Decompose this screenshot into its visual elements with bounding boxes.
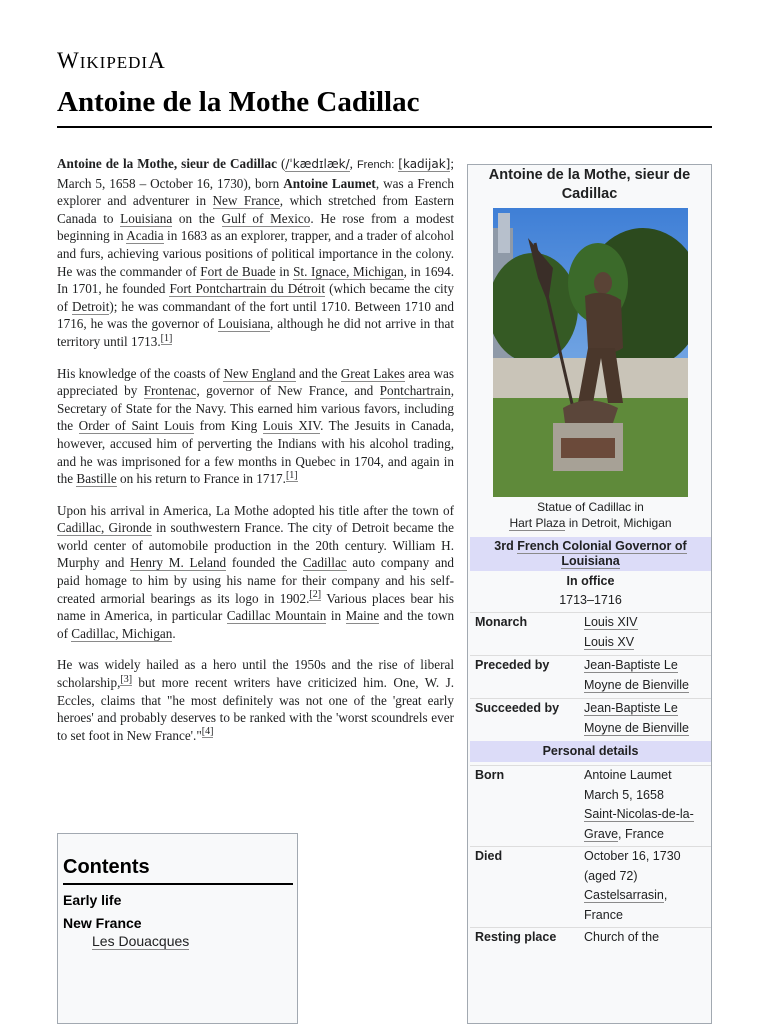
died-value — [584, 847, 709, 925]
link-hart-plaza[interactable]: Hart Plaza — [509, 516, 566, 530]
link-acadia[interactable]: Acadia — [126, 228, 164, 244]
preceded-label: Preceded by — [475, 658, 550, 672]
resting-value: Church of the — [584, 930, 660, 944]
text: Various places bear his name in America, in particular — [57, 590, 454, 624]
text: , was a French explorer and adventurer in — [57, 175, 455, 209]
link-great-lakes[interactable]: Great Lakes — [340, 365, 405, 381]
statue-photo-illustration — [493, 208, 688, 497]
text: . — [172, 625, 176, 641]
row-preceded-by — [470, 655, 711, 698]
text: in 1683 as an explorer, trapper, and a trader of alcohol and furs, achieving various positions of political importance in the colony. He was the commander of — [57, 228, 454, 279]
paragraph-4 — [57, 656, 454, 744]
paragraph-2 — [57, 365, 454, 488]
died-age-value: (aged 72) — [584, 868, 638, 883]
link-louis-xv[interactable]: Louis XV — [584, 634, 635, 649]
resting-label: Resting place — [475, 930, 557, 944]
text: , Secretary of State for the Navy. This earned him various favors, including the — [57, 383, 454, 434]
text: ); he was commandant of the fort until 1710. Between 1710 and 1716, he was the governor of — [57, 298, 454, 332]
text: on the — [178, 210, 215, 226]
link-louisiana-2[interactable]: Louisiana — [218, 316, 271, 332]
link-st-ignace[interactable]: St. Ignace, Michigan — [293, 263, 404, 279]
text: in — [330, 608, 342, 624]
text: but more recent writers have criticized him. One, W. J. Eccles, claims that "he most definitely was not one of the 'great early heroes' and probably deserves to be ranked with the 'worst scoundrels ever to set foot in New France'." — [57, 675, 454, 743]
link-louis-xiv-infobox[interactable]: Louis XIV — [584, 615, 638, 629]
title-divider — [57, 126, 712, 128]
reference-3[interactable]: [3] — [120, 673, 133, 685]
reference-1[interactable]: [1] — [160, 332, 173, 344]
text: His knowledge of the coasts of — [57, 365, 221, 381]
lead-paragraph: Antoine de la Mothe, sieur de Cadillac (/ˈkædɪlæk/, French: [kadijak]; March 5, 1658 – October 16, 1730), born Antoine Laumet, was a French explorer and adventurer in New France, which stretched from Eastern Canada to Louisiana on the Gulf of Mexico. He rose from a modest beginning in Acadia in 1683 as an explorer, trapper, and a trader of alcohol and furs, achieving various positions of political importance in the colony. He was the commander of Fort de Buade in St. Ignace, Michigan, in 1694. In 1701, he founded Fort Pontchartrain du Détroit (which became the city of Detroit); he was commandant of the fort until 1710. Between 1710 and 1716, he was the governor of Louisiana, although he did not arrive in that territory until 1713.[1] — [57, 156, 455, 349]
office-ordinal: 3rd — [494, 539, 514, 553]
born-value — [584, 766, 709, 844]
image-caption — [468, 499, 712, 531]
text: and the town of — [57, 608, 455, 641]
text: auto company and paid homage to him by using his name for their company and his self-created armorial bearings as its logo in 1902. — [57, 555, 455, 606]
monarch-values — [584, 613, 709, 652]
toc-item-new-france[interactable]: New France — [63, 915, 142, 931]
french-label: French: — [356, 159, 395, 171]
link-fort-pontchartrain[interactable]: Fort Pontchartrain du Détroit — [169, 281, 326, 297]
toc-subitem-les-douacques[interactable]: Les Douacques — [92, 933, 190, 949]
text: (which became the city of — [57, 281, 454, 314]
toc-title: Contents — [63, 856, 293, 885]
text: . The Jesuits in Canada, however, accused him of perverting the Indians with his alcohol trading, and he was imprisoned for a few months in Quebec in 1704, and again in the — [57, 418, 455, 487]
lead-dates: ; March 5, 1658 – October 16, 1730), born — [57, 156, 454, 191]
link-cadillac-mountain[interactable]: Cadillac Mountain — [226, 608, 327, 624]
wordmark-w: W — [57, 48, 80, 73]
caption-line1: Statue of Cadillac in — [537, 500, 644, 514]
born-name-value: Antoine Laumet — [584, 768, 672, 782]
text: , although he did not arrive in that territory until 1713. — [57, 316, 454, 349]
statue-photo[interactable] — [493, 208, 688, 497]
link-fort-de-buade[interactable]: Fort de Buade — [200, 263, 276, 279]
link-new-england[interactable]: New England — [223, 365, 296, 381]
toc-item-early-life[interactable]: Early life — [63, 892, 122, 908]
text: and the — [298, 365, 338, 381]
row-monarch — [470, 612, 711, 655]
link-bastille[interactable]: Bastille — [76, 471, 117, 487]
born-country: , France — [618, 826, 664, 841]
link-new-france[interactable]: New France — [212, 193, 280, 209]
succeeded-value-wrap — [584, 699, 709, 738]
text: area was appreciated by — [57, 365, 455, 399]
reference-2[interactable]: [2] — [309, 589, 322, 601]
wordmark-a: A — [148, 48, 166, 73]
link-louisiana[interactable]: Louisiana — [120, 210, 173, 226]
text: founded the — [231, 555, 297, 571]
table-of-contents — [57, 833, 298, 1024]
link-preceded-by[interactable]: Jean-Baptiste Le Moyne de Bienville — [584, 658, 689, 692]
row-resting-place — [470, 927, 711, 968]
link-cadillac[interactable]: Cadillac — [302, 555, 347, 571]
ipa-link[interactable]: /ˈkædɪlæk/ — [285, 157, 350, 171]
office-header — [470, 537, 711, 571]
died-date-value: October 16, 1730 — [584, 849, 681, 863]
link-succeeded-by[interactable]: Jean-Baptiste Le Moyne de Bienville — [584, 701, 689, 735]
link-henry-leland[interactable]: Henry M. Leland — [130, 555, 227, 571]
wordmark-middle: IKIPEDI — [79, 53, 149, 72]
row-born — [470, 765, 711, 846]
died-country: , France — [584, 888, 668, 922]
french-ipa-link[interactable]: [kadijak] — [398, 157, 451, 171]
text: , in 1694. In 1701, he founded — [57, 263, 455, 297]
toc-subitem[interactable] — [63, 933, 292, 949]
text: from King — [199, 418, 258, 434]
paragraph-3 — [57, 502, 454, 643]
text: in — [279, 263, 290, 279]
text: . He rose from a modest beginning in — [57, 210, 454, 244]
link-order-of-saint-louis[interactable]: Order of Saint Louis — [78, 418, 195, 434]
caption-rest: in Detroit, Michigan — [568, 516, 672, 530]
link-frontenac[interactable]: Frontenac — [143, 383, 197, 399]
born-label: Born — [475, 768, 505, 782]
text: on his return to France in 1717. — [120, 471, 286, 487]
link-gulf-of-mexico[interactable]: Gulf of Mexico — [221, 210, 311, 226]
link-pontchartrain[interactable]: Pontchartrain — [379, 383, 451, 399]
succeeded-label: Succeeded by — [475, 701, 560, 715]
link-castelsarrasin[interactable]: Castelsarrasin — [584, 888, 664, 903]
text: He was widely hailed as a hero until the 1950s and the rise of liberal scholarship, — [57, 657, 454, 691]
infobox-title: Antoine de la Mothe, sieur de Cadillac — [488, 167, 691, 202]
page-title: Antoine de la Mothe Cadillac — [57, 86, 420, 118]
infobox — [467, 164, 712, 1024]
text: Upon his arrival in America, La Mothe adopted his title after the town of — [57, 502, 454, 518]
caption-line2 — [468, 515, 712, 531]
link-detroit[interactable]: Detroit — [72, 298, 110, 314]
text: , governor of New France, and — [196, 383, 374, 399]
text: , which stretched from Eastern Canada to — [57, 193, 455, 226]
in-office-label: In office — [566, 574, 615, 588]
born-name: Antoine Laumet — [283, 175, 376, 191]
link-cadillac-gironde[interactable]: Cadillac, Gironde — [57, 520, 152, 536]
reference-4[interactable]: [4] — [201, 726, 214, 738]
monarch-label: Monarch — [475, 615, 528, 629]
article-body — [57, 155, 454, 758]
link-cadillac-michigan[interactable]: Cadillac, Michigan — [71, 625, 173, 641]
wikipedia-wordmark[interactable] — [57, 48, 166, 74]
preceded-value-wrap — [584, 656, 709, 695]
link-maine[interactable]: Maine — [345, 608, 380, 624]
row-succeeded-by — [470, 698, 711, 739]
personal-details-header: Personal details — [470, 741, 711, 762]
reference-1b[interactable]: [1] — [285, 469, 298, 481]
link-louis-xiv[interactable]: Louis XIV — [262, 418, 321, 434]
in-office-dates: 1713–1716 — [559, 593, 622, 607]
died-label: Died — [475, 849, 503, 863]
born-date-value: March 5, 1658 — [584, 787, 664, 802]
link-saint-nicolas[interactable]: Saint-Nicolas-de-la-Grave — [584, 807, 694, 841]
link-office[interactable]: French Colonial Governor of Louisiana — [517, 539, 687, 568]
text: in southwestern France. The city of Detroit became the world center of automobile production in the 20th century. William H. Murphy and — [57, 520, 455, 571]
subject-name: Antoine de la Mothe, sieur de Cadillac — [57, 156, 277, 171]
row-died — [470, 846, 711, 927]
